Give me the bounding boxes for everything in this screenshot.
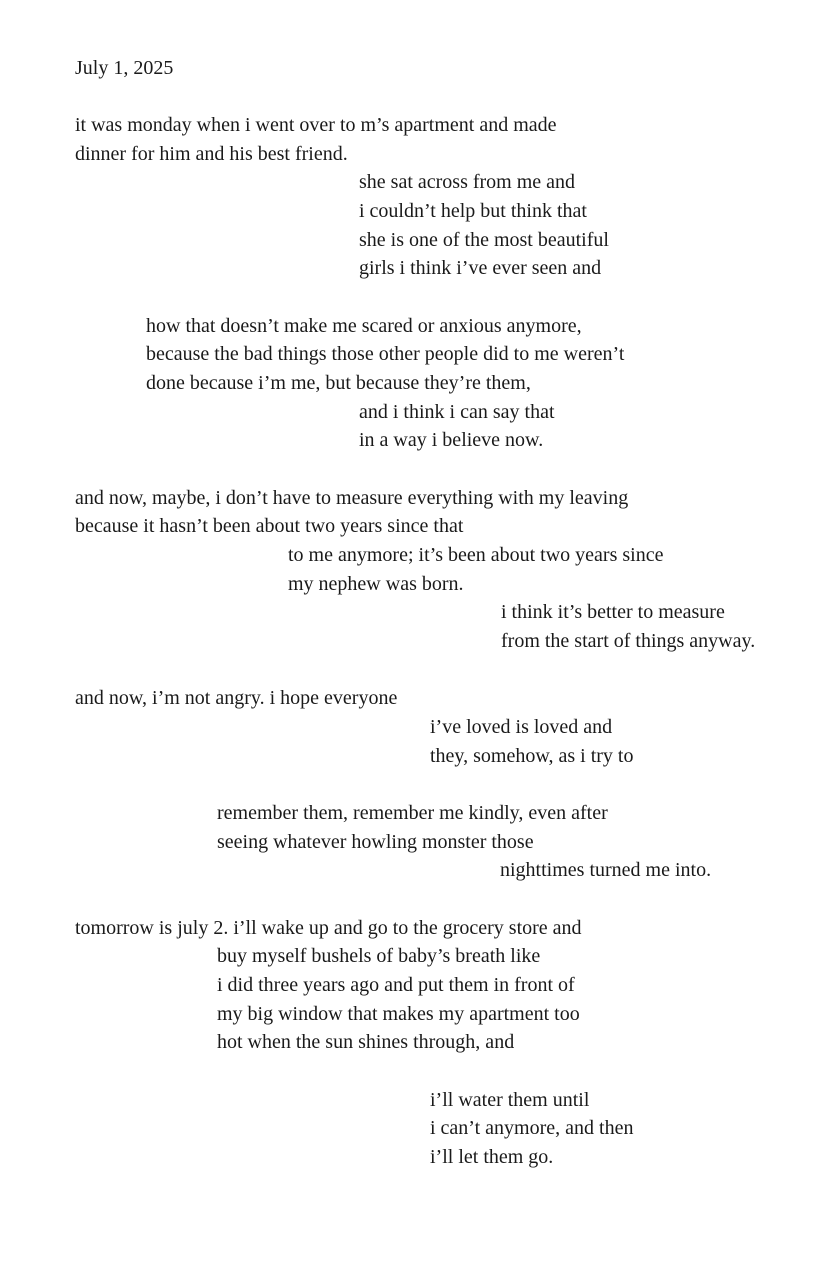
poem-line: seeing whatever howling monster those	[217, 831, 534, 853]
poem-line: my big window that makes my apartment too	[217, 1003, 580, 1025]
poem-line: and i think i can say that	[359, 401, 555, 423]
poem-line: she is one of the most beautiful	[359, 229, 609, 251]
poem-line: tomorrow is july 2. i’ll wake up and go to the grocery store and	[75, 917, 582, 939]
poem-line: i did three years ago and put them in front of	[217, 974, 575, 996]
poem-line: from the start of things anyway.	[501, 630, 756, 652]
poem-line: she sat across from me and	[359, 171, 576, 193]
poem-line: and now, maybe, i don’t have to measure everything with my leaving	[75, 487, 629, 509]
poem-line: dinner for him and his best friend.	[75, 143, 348, 165]
poem-line: because it hasn’t been about two years since that	[75, 515, 464, 537]
poem-line: i’ve loved is loved and	[430, 716, 613, 738]
poem-line: in a way i believe now.	[359, 429, 544, 451]
poem-line: i’ll let them go.	[430, 1146, 554, 1168]
poem-line: and now, i’m not angry. i hope everyone	[75, 687, 398, 709]
poem-line: it was monday when i went over to m’s apartment and made	[75, 114, 557, 136]
poem-line: buy myself bushels of baby’s breath like	[217, 945, 541, 967]
poem-line: nighttimes turned me into.	[500, 859, 712, 881]
poem-line: because the bad things those other people did to me weren’t	[146, 343, 625, 365]
poem-line: done because i’m me, but because they’re them,	[146, 372, 531, 394]
poem-date: July 1, 2025	[75, 57, 174, 79]
poem-line: they, somehow, as i try to	[430, 745, 634, 767]
poem-line: remember them, remember me kindly, even after	[217, 802, 608, 824]
poem-line: how that doesn’t make me scared or anxious anymore,	[146, 315, 582, 337]
poem-line: i think it’s better to measure	[501, 601, 725, 623]
poem-line: i couldn’t help but think that	[359, 200, 587, 222]
poem-line: i can’t anymore, and then	[430, 1117, 634, 1139]
poem-line: i’ll water them until	[430, 1089, 590, 1111]
poem-line: hot when the sun shines through, and	[217, 1031, 515, 1053]
poem-line: my nephew was born.	[288, 573, 464, 595]
poem-line: to me anymore; it’s been about two years since	[288, 544, 664, 566]
poem-line: girls i think i’ve ever seen and	[359, 257, 602, 279]
